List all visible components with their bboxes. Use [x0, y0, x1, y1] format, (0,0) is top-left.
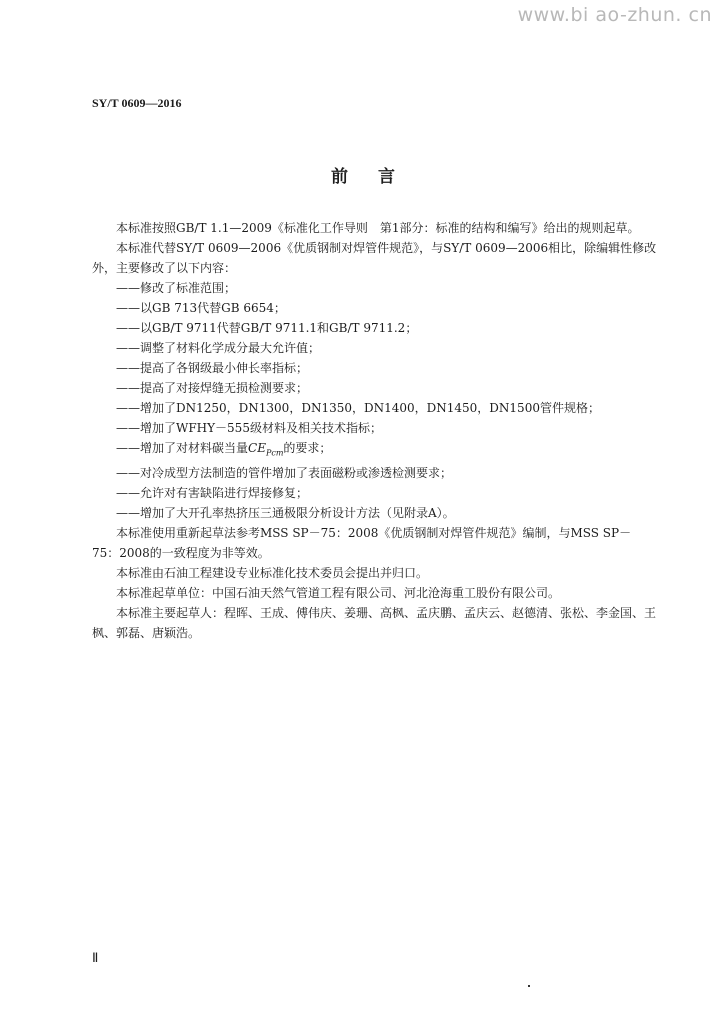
list-item-carbon-equivalent	[92, 438, 658, 463]
paragraph-reference: 本标准使用重新起草法参考MSS SP－75：2008《优质钢制对焊管件规范》编制，与MSS SP－75：2008的一致程度为非等效。	[92, 526, 632, 561]
list-item: ——以GB/T 9711代替GB/T 9711.1和GB/T 9711.2；	[116, 321, 418, 335]
standard-code: SY/T 0609—2016	[92, 96, 182, 110]
list-item: ——增加了大开孔率热挤压三通极限分析设计方法（见附录A）。	[116, 506, 455, 521]
page-number: Ⅱ	[92, 950, 99, 965]
page-title: 前言	[331, 167, 425, 187]
list-item: ——允许对有害缺陷进行焊接修复；	[116, 486, 309, 501]
watermark: www.bi ao-zhun. cn	[517, 4, 712, 26]
list-item: ——以GB 713代替GB 6654；	[116, 301, 286, 315]
scan-speck	[528, 985, 530, 987]
foreword-body	[92, 218, 658, 643]
list-item: ——提高了对接焊缝无损检测要求；	[116, 381, 309, 395]
list-item: ——调整了材料化学成分最大允许值；	[116, 341, 321, 355]
list-item-suffix: 的要求；	[283, 441, 332, 455]
list-item: ——提高了各钢级最小伸长率指标；	[116, 361, 309, 375]
list-item: ——修改了标准范围；	[116, 281, 237, 295]
list-item: ——增加了DN1250，DN1300，DN1350，DN1400，DN1450，DN1500管件规格；	[116, 401, 600, 415]
paragraph-proposer: 本标准由石油工程建设专业标准化技术委员会提出并归口。	[116, 566, 429, 581]
list-item: ——增加了WFHY－555级材料及相关技术指标；	[116, 421, 382, 435]
paragraph-replacement: 本标准代替SY/T 0609—2006《优质钢制对焊管件规范》，与SY/T 0609—2006相比，除编辑性修改外，主要修改了以下内容：	[92, 241, 657, 275]
ce-subscript: Pcm	[265, 448, 284, 458]
paragraph-drafting-rules: 本标准按照GB/T 1.1—2009《标准化工作导则 第1部分：标准的结构和编写》给出的规则起草。	[116, 221, 640, 235]
ce-symbol: CE	[248, 441, 266, 455]
list-item: ——对冷成型方法制造的管件增加了表面磁粉或渗透检测要求；	[116, 466, 453, 481]
list-item-text: ——增加了对材料碳当量	[116, 441, 249, 455]
changes-list	[92, 278, 658, 523]
paragraph-drafters: 本标准主要起草人：程晖、王成、傅伟庆、姜珊、高枫、孟庆鹏、孟庆云、赵德清、张松、李金国、王枫、郭磊、唐颖浩。	[92, 606, 657, 641]
paragraph-drafting-units: 本标准起草单位：中国石油天然气管道工程有限公司、河北沧海重工股份有限公司。	[116, 586, 561, 601]
